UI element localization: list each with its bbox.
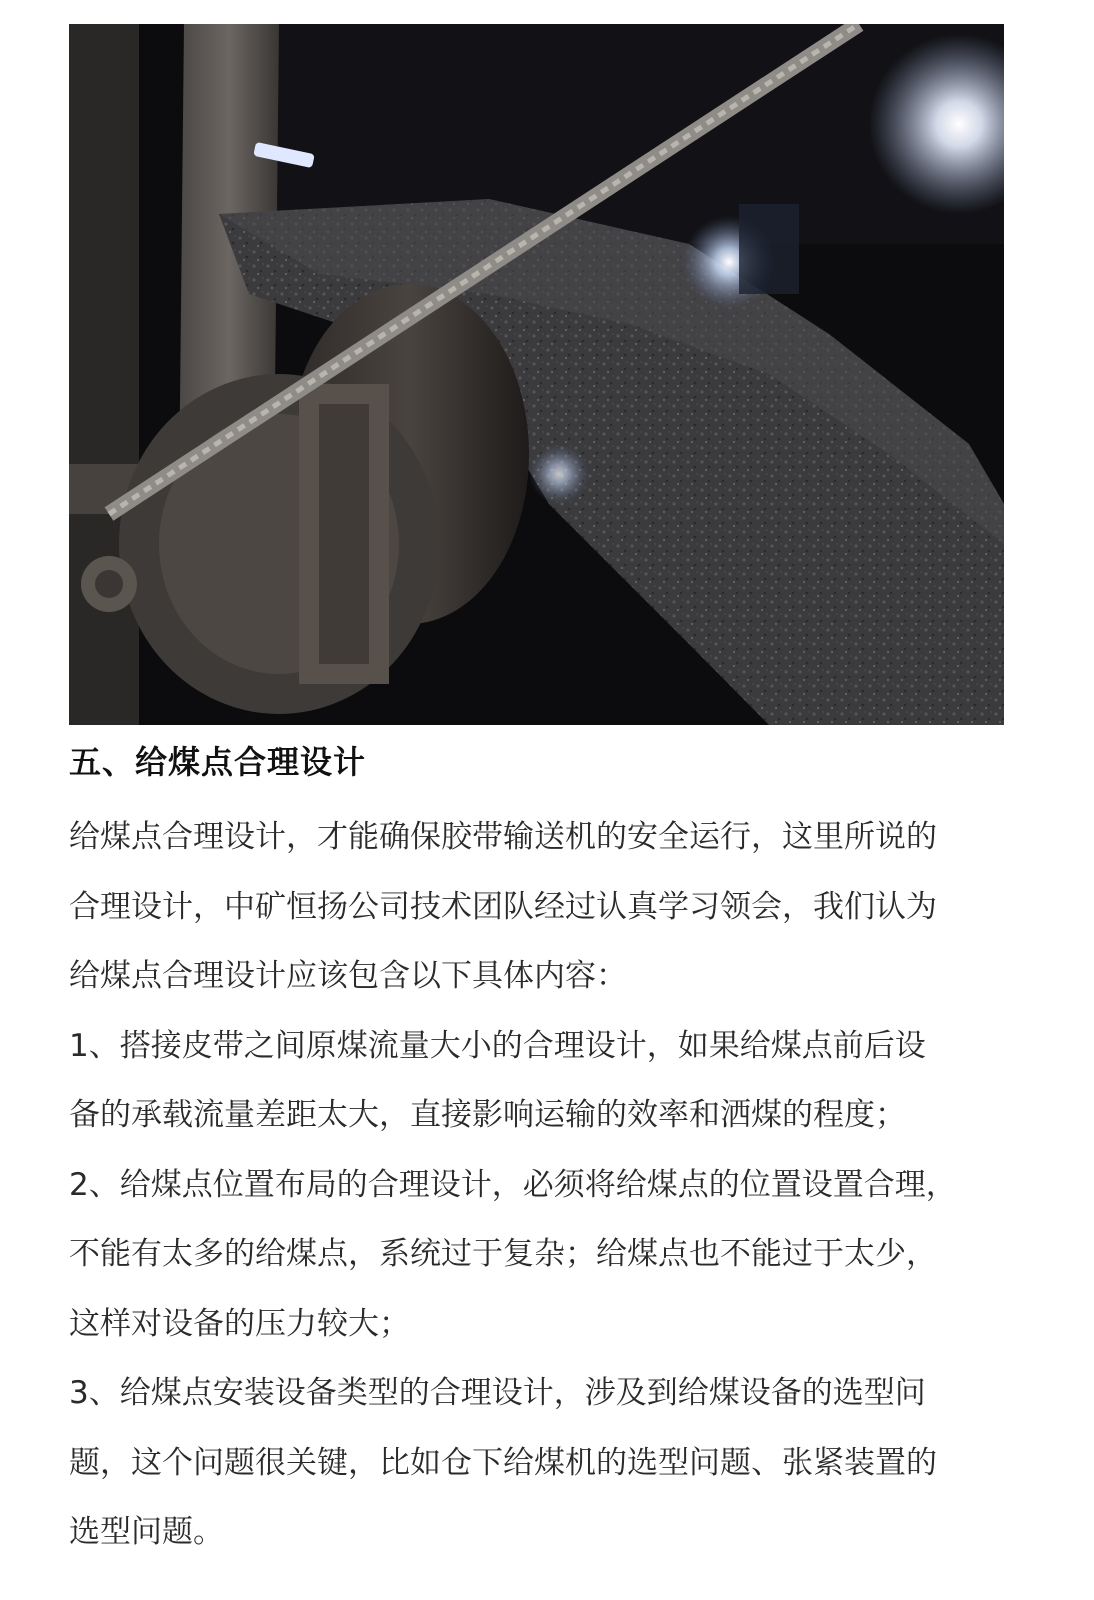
section-heading: 五、给煤点合理设计 bbox=[69, 743, 367, 781]
section-body bbox=[69, 803, 1009, 1568]
body-line: 题，这个问题很关键，比如仓下给煤机的选型问题、张紧装置的 bbox=[69, 1444, 937, 1481]
body-line: 2、给煤点位置布局的合理设计，必须将给煤点的位置设置合理， bbox=[69, 1166, 957, 1203]
body-line: 备的承载流量差距太大，直接影响运输的效率和洒煤的程度； bbox=[69, 1097, 906, 1133]
body-line: 不能有太多的给煤点，系统过于复杂；给煤点也不能过于太少， bbox=[69, 1236, 937, 1272]
body-line: 给煤点合理设计，才能确保胶带输送机的安全运行，这里所说的 bbox=[69, 819, 937, 855]
body-line: 1、搭接皮带之间原煤流量大小的合理设计，如果给煤点前后设 bbox=[69, 1027, 926, 1064]
body-line: 3、给煤点安装设备类型的合理设计，涉及到给煤设备的选型问 bbox=[69, 1375, 926, 1411]
body-line: 合理设计，中矿恒扬公司技术团队经过认真学习领会，我们认为 bbox=[69, 888, 937, 925]
body-line: 选型问题。 bbox=[69, 1514, 224, 1550]
body-line: 这样对设备的压力较大； bbox=[69, 1305, 410, 1342]
coal-conveyor-photo bbox=[69, 24, 1004, 725]
body-line: 给煤点合理设计应该包含以下具体内容： bbox=[69, 958, 627, 994]
